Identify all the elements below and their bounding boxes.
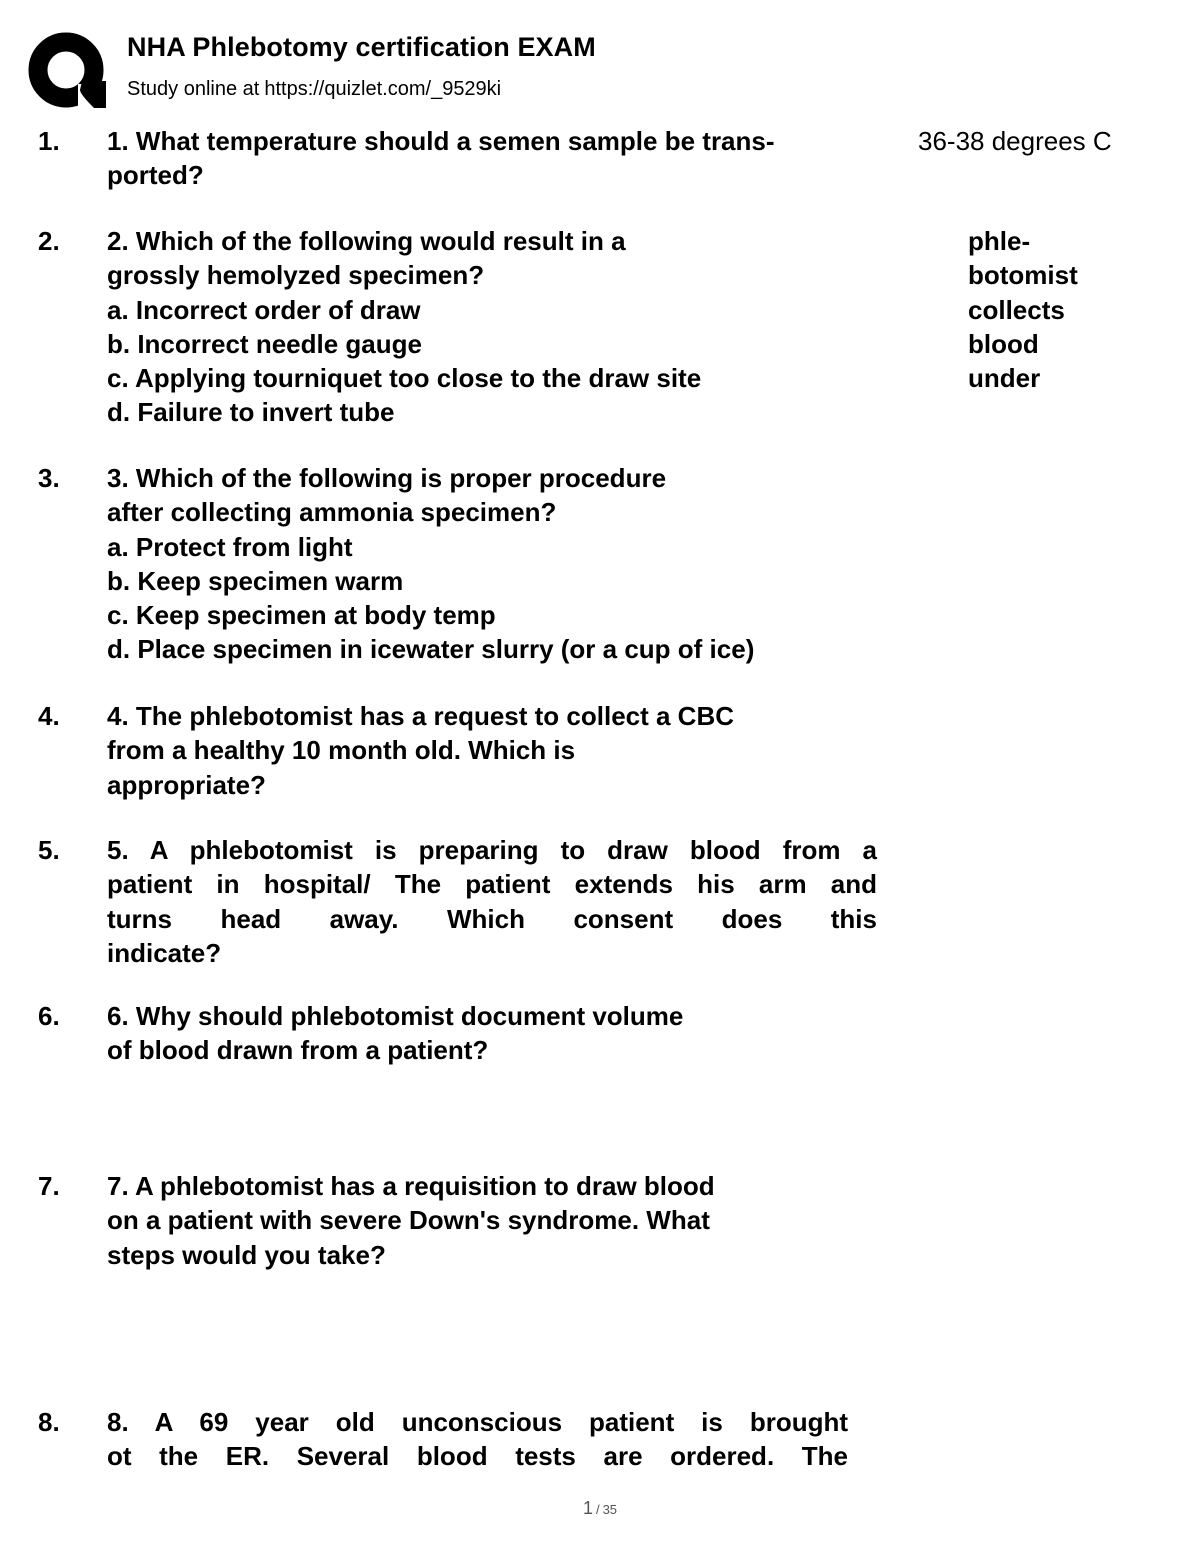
- item-number: 8.: [38, 1407, 60, 1437]
- document-title: NHA Phlebotomy certification EXAM: [127, 32, 596, 62]
- page-separator: /: [595, 1502, 600, 1517]
- option-b: b. Incorrect needle gauge: [107, 328, 422, 359]
- question-line: 8. A 69 year old unconscious patient is brought: [107, 1407, 848, 1437]
- answer-text: 36-38 degrees C: [918, 126, 1112, 156]
- question-line: ported?: [107, 160, 204, 191]
- question-line: steps would you take?: [107, 1239, 386, 1270]
- question-line: patient in hospital/ The patient extends his arm and: [107, 869, 877, 900]
- question-line: after collecting ammonia specimen?: [107, 497, 557, 528]
- document-header: [28, 28, 1178, 108]
- page-indicator: [0, 1498, 1200, 1519]
- question-line: turns head away. Which consent does this: [107, 903, 877, 934]
- document-subtitle: [127, 78, 501, 101]
- item-number: 2.: [38, 226, 60, 256]
- question-line: grossly hemolyzed specimen?: [107, 260, 485, 291]
- question-line: 2. Which of the following would result in a: [107, 226, 626, 256]
- question-line: 7. A phlebotomist has a requisition to draw blood: [107, 1171, 715, 1201]
- question-text: [107, 224, 701, 430]
- question-text: [107, 833, 877, 970]
- option-d: d. Failure to invert tube: [107, 397, 395, 428]
- question-line: 5. A phlebotomist is preparing to draw blood from a: [107, 835, 877, 865]
- question-line: appropriate?: [107, 769, 266, 800]
- answer-line: blood: [968, 328, 1039, 359]
- question-line: on a patient with severe Down's syndrome. What: [107, 1205, 710, 1236]
- question-line: 3. Which of the following is proper procedure: [107, 463, 667, 493]
- answer-line: phle-: [968, 226, 1031, 256]
- question-text: [107, 999, 683, 1068]
- question-line: indicate?: [107, 937, 222, 968]
- option-a: a. Incorrect order of draw: [107, 294, 421, 325]
- question-line: of blood drawn from a patient?: [107, 1035, 489, 1066]
- question-line: 1. What temperature should a semen sample be trans-: [107, 126, 775, 156]
- subtitle-prefix: Study online at: [127, 78, 260, 100]
- question-line: 4. The phlebotomist has a request to collect a CBC: [107, 701, 735, 731]
- option-c: c. Keep specimen at body temp: [107, 600, 496, 631]
- option-a: a. Protect from light: [107, 531, 353, 562]
- quizlet-logo-icon: [28, 32, 108, 112]
- question-text: [107, 1169, 715, 1272]
- current-page: 1: [582, 1498, 593, 1518]
- option-b: b. Keep specimen warm: [107, 565, 404, 596]
- item-number: 6.: [38, 1001, 60, 1031]
- total-pages: 35: [602, 1502, 618, 1517]
- question-line: ot the ER. Several blood tests are ordered. The: [107, 1441, 848, 1472]
- option-d: d. Place specimen in icewater slurry (or a cup of ice): [107, 634, 755, 665]
- item-number: 7.: [38, 1171, 60, 1201]
- option-c: c. Applying tourniquet too close to the draw site: [107, 363, 702, 394]
- study-link[interactable]: https://quizlet.com/_9529ki: [264, 78, 502, 100]
- question-line: from a healthy 10 month old. Which is: [107, 735, 576, 766]
- question-text: [107, 124, 775, 193]
- question-line: 6. Why should phlebotomist document volume: [107, 1001, 684, 1031]
- question-text: [107, 461, 754, 667]
- item-number: 4.: [38, 701, 60, 731]
- item-number: 5.: [38, 835, 60, 865]
- answer-line: botomist: [968, 260, 1078, 291]
- answer-line: under: [968, 363, 1041, 394]
- question-text: [107, 699, 734, 802]
- answer-text: [968, 224, 1078, 395]
- item-number: 3.: [38, 463, 60, 493]
- item-number: 1.: [38, 126, 60, 156]
- answer-line: collects: [968, 294, 1065, 325]
- question-text: [107, 1405, 848, 1474]
